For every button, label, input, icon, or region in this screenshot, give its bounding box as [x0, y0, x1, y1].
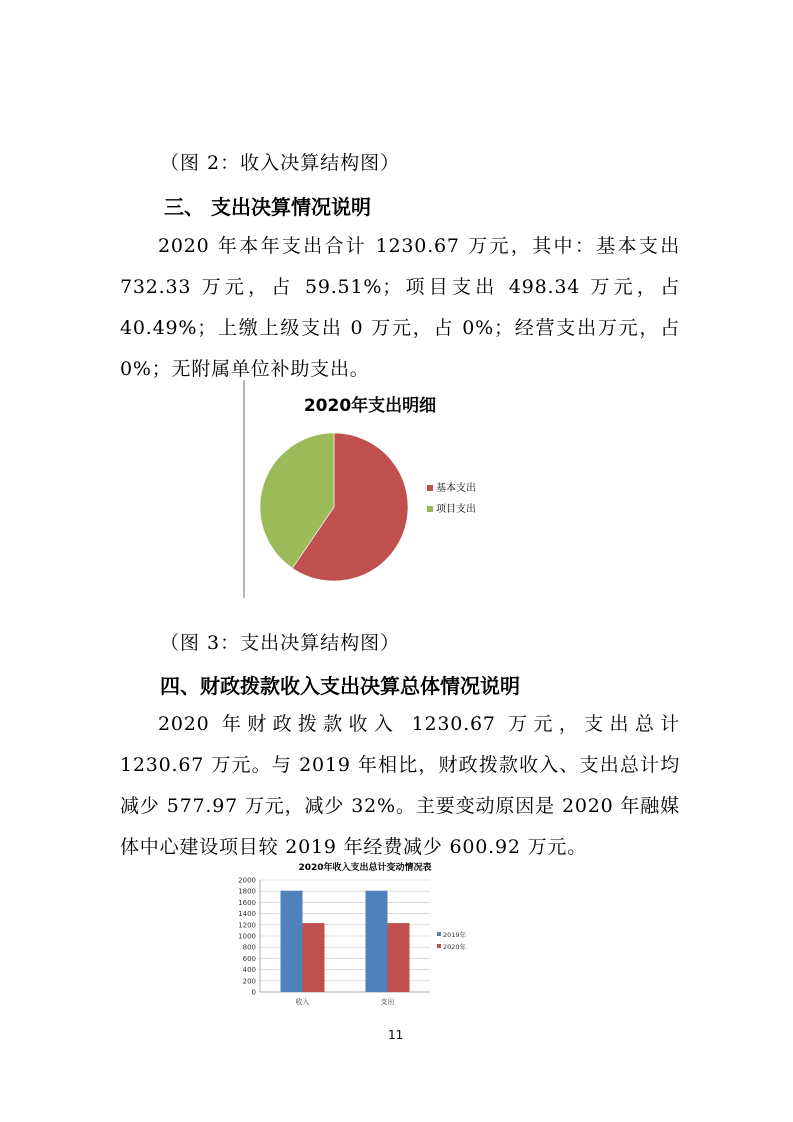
section-3-paragraph — [120, 226, 680, 390]
bar-chart-title: 2020年收入支出总计变动情况表 — [298, 863, 432, 873]
pie-legend-label-1: 基本支出 — [436, 483, 476, 494]
section-4-paragraph — [120, 704, 680, 868]
section-4-heading: 四、财政拨款收入支出决算总体情况说明 — [160, 674, 520, 698]
bar-legend-swatch-2 — [437, 944, 441, 948]
pie-chart-title: 2020年支出明细 — [303, 396, 437, 416]
bar-y-tick-label: 600 — [242, 954, 256, 963]
pie-legend — [427, 481, 476, 515]
bar-legend-swatch-1 — [437, 932, 441, 936]
bar-y-tick-label: 1000 — [238, 932, 256, 941]
bar-2-2 — [388, 923, 410, 992]
bar-y-tick-label: 1600 — [238, 898, 256, 907]
bar-y-tick-label: 1400 — [238, 910, 256, 919]
figure-2-caption: （图 2：收入决算结构图） — [160, 152, 401, 174]
bar-bars — [281, 891, 410, 992]
bar-y-tick-label: 1800 — [238, 887, 256, 896]
bar-y-tick-label: 0 — [251, 988, 256, 997]
expenditure-pie-chart — [240, 380, 540, 600]
section-4-text: 2020 年财政拨款收入 1230.67 万元，支出总计 1230.67 万元。与 2019 年相比，财政拨款收入、支出总计均减少 577.97 万元，减少 32%。主要变动原因是 2020 年融媒体中心建设项目较 2019 年经费减少 600.92 万元。 — [120, 713, 680, 858]
bar-1-1 — [281, 891, 303, 992]
figure-3-caption: （图 3：支出决算结构图） — [160, 632, 401, 654]
bar-y-tick-label: 800 — [242, 943, 256, 952]
page-number: 11 — [388, 1028, 404, 1042]
bar-x-tick-label: 收入 — [295, 998, 310, 1006]
bar-x-ticks — [296, 997, 395, 1006]
bar-y-tick-label: 400 — [242, 966, 256, 975]
pie-legend-swatch-1 — [427, 485, 433, 491]
bar-y-tick-label: 2000 — [238, 876, 256, 885]
bar-1-2 — [303, 923, 325, 992]
bar-y-tick-label: 1200 — [238, 921, 256, 930]
bar-2-1 — [366, 891, 388, 992]
bar-y-ticks — [238, 877, 256, 997]
bar-y-tick-label: 200 — [242, 977, 256, 986]
bar-legend-label-1: 2019年 — [443, 931, 467, 939]
section-3-heading: 三、 支出决算情况说明 — [164, 195, 371, 219]
bar-legend — [437, 930, 467, 951]
bar-x-tick-label: 支出 — [380, 998, 395, 1006]
section-3-text: 2020 年本年支出合计 1230.67 万元，其中：基本支出 732.33 万元，占 59.51%；项目支出 498.34 万元，占 40.49%；上缴上级支出 0 万元，占 0%；经营支出万元，占 0%；无附属单位补助支出。 — [120, 235, 680, 380]
income-expenditure-bar-chart — [230, 855, 500, 1015]
pie-legend-swatch-2 — [427, 506, 433, 512]
pie-legend-label-2: 项目支出 — [436, 504, 476, 515]
bar-legend-label-2: 2020年 — [443, 943, 467, 951]
pie-slices — [260, 433, 408, 581]
